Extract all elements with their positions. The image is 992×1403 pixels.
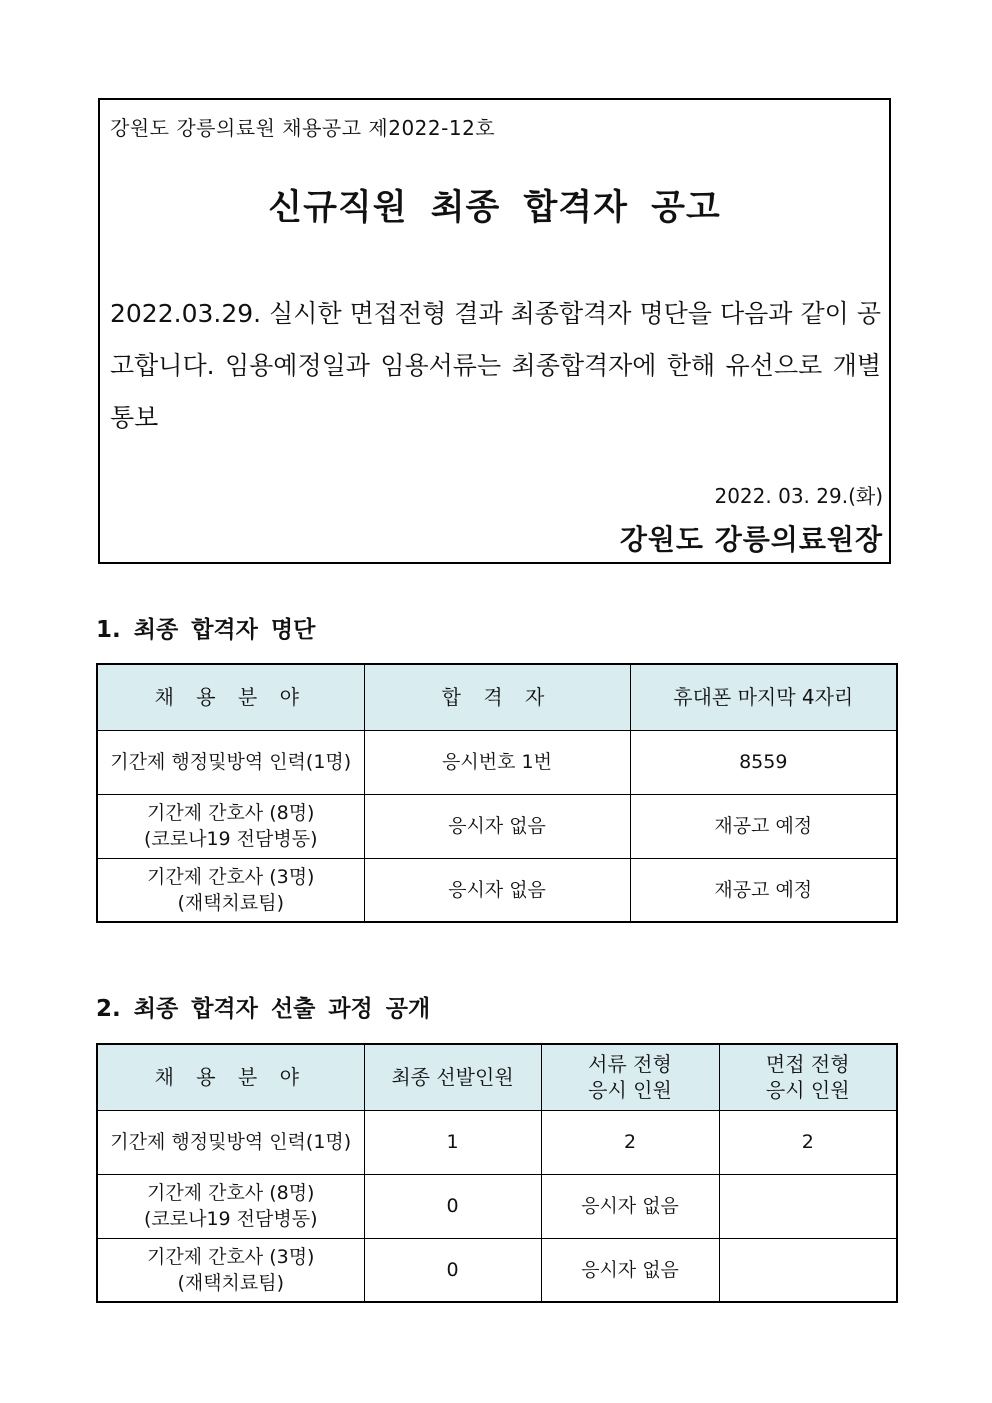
table-header-row bbox=[97, 664, 897, 730]
final-count-cell: 1 bbox=[364, 1110, 541, 1174]
doc-count-cell: 2 bbox=[541, 1110, 719, 1174]
header-phone: 휴대폰 마지막 4자리 bbox=[630, 664, 897, 730]
interview-count-cell bbox=[719, 1174, 897, 1238]
table-row bbox=[97, 858, 897, 922]
notice-body: 2022.03.29. 실시한 면접전형 결과 최종합격자 명단을 다음과 같이 공고합니다. 임용예정일과 임용서류는 최종합격자에 한해 유선으로 개별통보 bbox=[110, 299, 881, 432]
phone-cell: 재공고 예정 bbox=[630, 794, 897, 858]
passer-cell: 응시번호 1번 bbox=[364, 730, 630, 794]
header-field: 채 용 분 야 bbox=[97, 664, 364, 730]
notice-box bbox=[98, 98, 891, 564]
header-passer: 합 격 자 bbox=[364, 664, 630, 730]
interview-count-cell: 2 bbox=[719, 1110, 897, 1174]
final-passers-table bbox=[96, 663, 898, 923]
table-row bbox=[97, 1174, 897, 1238]
notice-date: 2022. 03. 29.(화) bbox=[714, 484, 883, 508]
phone-cell: 8559 bbox=[630, 730, 897, 794]
table-row bbox=[97, 730, 897, 794]
field-cell: 기간제 간호사 (8명) (코로나19 전담병동) bbox=[97, 1174, 364, 1238]
section1-title: 1. 최종 합격자 명단 bbox=[96, 617, 316, 643]
field-cell: 기간제 간호사 (3명) (재택치료팀) bbox=[97, 858, 364, 922]
table-header-row bbox=[97, 1044, 897, 1110]
final-count-cell: 0 bbox=[364, 1174, 541, 1238]
passer-cell: 응시자 없음 bbox=[364, 858, 630, 922]
final-count-cell: 0 bbox=[364, 1238, 541, 1302]
notice-signature: 강원도 강릉의료원장 bbox=[619, 523, 883, 556]
header-interview-count: 면접 전형 응시 인원 bbox=[719, 1044, 897, 1110]
field-cell: 기간제 행정및방역 인력(1명) bbox=[97, 1110, 364, 1174]
section2-title: 2. 최종 합격자 선출 과정 공개 bbox=[96, 996, 431, 1022]
field-cell: 기간제 간호사 (3명) (재택치료팀) bbox=[97, 1238, 364, 1302]
field-cell: 기간제 행정및방역 인력(1명) bbox=[97, 730, 364, 794]
passer-cell: 응시자 없음 bbox=[364, 794, 630, 858]
header-field: 채 용 분 야 bbox=[97, 1044, 364, 1110]
table-row bbox=[97, 1238, 897, 1302]
notice-title: 신규직원 최종 합격자 공고 bbox=[268, 188, 721, 228]
header-final-count: 최종 선발인원 bbox=[364, 1044, 541, 1110]
header-doc-count: 서류 전형 응시 인원 bbox=[541, 1044, 719, 1110]
doc-count-cell: 응시자 없음 bbox=[541, 1174, 719, 1238]
field-cell: 기간제 간호사 (8명) (코로나19 전담병동) bbox=[97, 794, 364, 858]
interview-count-cell bbox=[719, 1238, 897, 1302]
table-row bbox=[97, 794, 897, 858]
selection-process-table bbox=[96, 1043, 898, 1303]
phone-cell: 재공고 예정 bbox=[630, 858, 897, 922]
notice-number: 강원도 강릉의료원 채용공고 제2022-12호 bbox=[110, 116, 496, 140]
doc-count-cell: 응시자 없음 bbox=[541, 1238, 719, 1302]
table-row bbox=[97, 1110, 897, 1174]
